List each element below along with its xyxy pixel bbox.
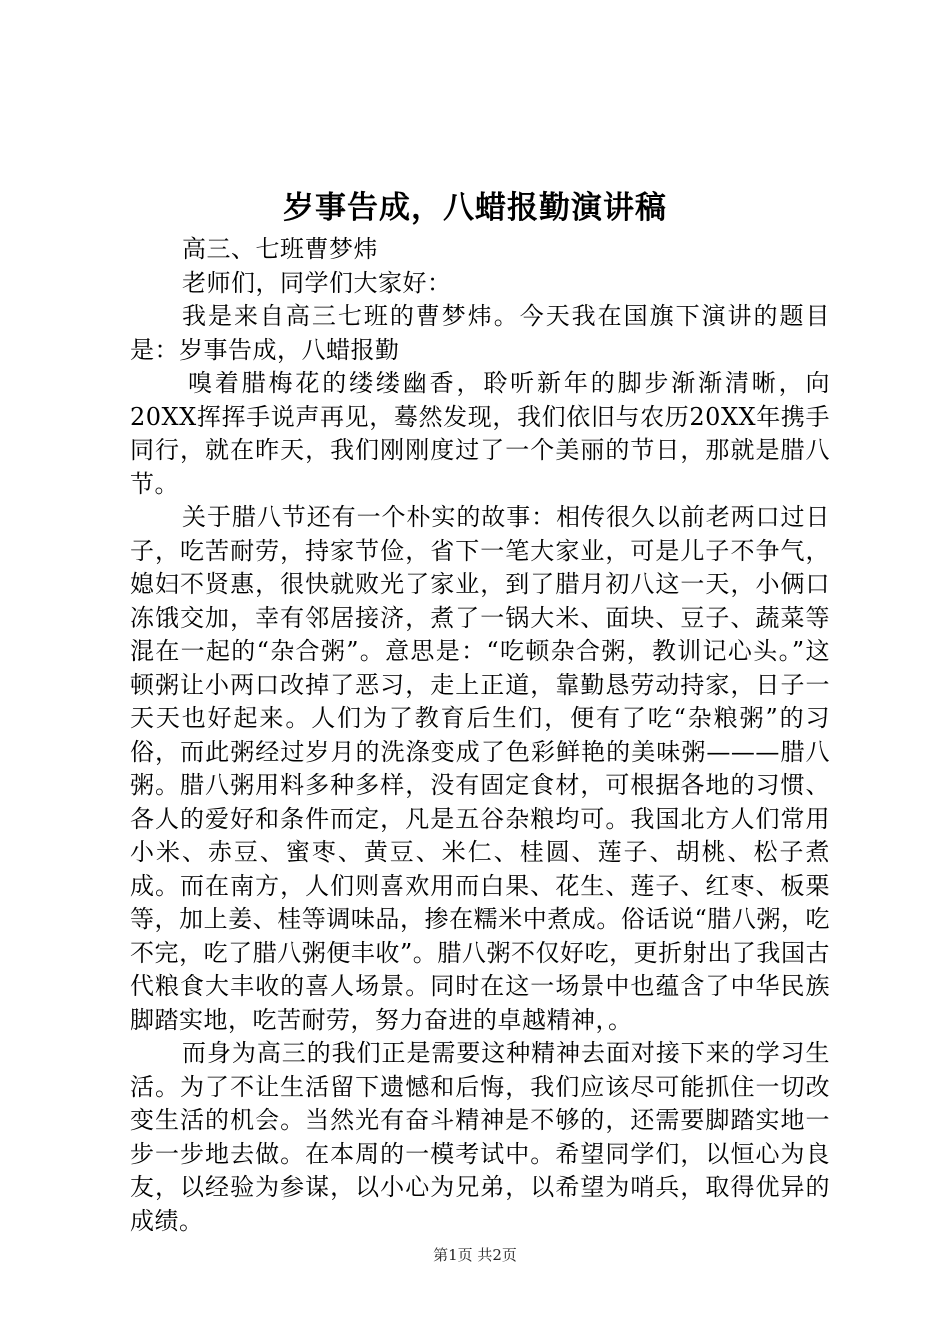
document-body — [130, 233, 830, 1238]
document-title: 岁事告成，八蜡报勤演讲稿 — [283, 190, 667, 226]
paragraph-laba-story: 关于腊八节还有一个朴实的故事：相传很久以前老两口过日子，吃苦耐劳，持家节俭，省下一笔大家业，可是儿子不争气，媳妇不贤惠，很快就败光了家业，到了腊月初八这一天，小俩口冻饿交加，幸有邻居接济，煮了一锅大米、面块、豆子、蔬菜等混在一起的“杂合粥”。意思是：“吃顿杂合粥，教训记心头。”这顿粥让小两口改掉了恶习，走上正道，靠勤恳劳动持家，日子一天天也好起来。人们为了教育后生们，便有了吃“杂粮粥”的习俗，而此粥经过岁月的洗涤变成了色彩鲜艳的美味粥———腊八粥。腊八粥用料多种多样，没有固定食材，可根据各地的习惯、各人的爱好和条件而定，凡是五谷杂粮均可。我国北方人们常用小米、赤豆、蜜枣、黄豆、米仁、桂圆、莲子、胡桃、松子煮成。而在南方，人们则喜欢用而白果、花生、莲子、红枣、板栗等，加上姜、桂等调味品，掺在糯米中煮成。俗话说“腊八粥，吃不完，吃了腊八粥便丰收”。腊八粥不仅好吃，更折射出了我国古代粮食大丰收的喜人场景。同时在这一场景中也蕴含了中华民族脚踏实地，吃苦耐劳，努力奋进的卓越精神，。 — [130, 503, 830, 1034]
page-footer: 第1页 共2页 — [433, 1246, 517, 1264]
paragraph-new-year: 嗅着腊梅花的缕缕幽香，聆听新年的脚步渐渐清晰，向20XX挥挥手说声再见，蓦然发现，我们依旧与农历20XX年携手同行，就在昨天，我们刚刚度过了一个美丽的节日，那就是腊八节。 — [130, 369, 830, 498]
paragraph-conclusion: 而身为高三的我们正是需要这种精神去面对接下来的学习生活。为了不让生活留下遗憾和后悔，我们应该尽可能抓住一切改变生活的机会。当然光有奋斗精神是不够的，还需要脚踏实地一步一步地去做。在本周的一模考试中。希望同学们，以恒心为良友，以经验为参谋，以小心为兄弟，以希望为哨兵，取得优异的成绩。 — [130, 1039, 830, 1235]
greeting-line: 老师们，同学们大家好： — [182, 268, 452, 297]
author-line: 高三、七班曹梦炜 — [182, 235, 378, 263]
paragraph-intro: 我是来自高三七班的曹梦炜。今天我在国旗下演讲的题目是：岁事告成，八蜡报勤 — [130, 302, 830, 364]
